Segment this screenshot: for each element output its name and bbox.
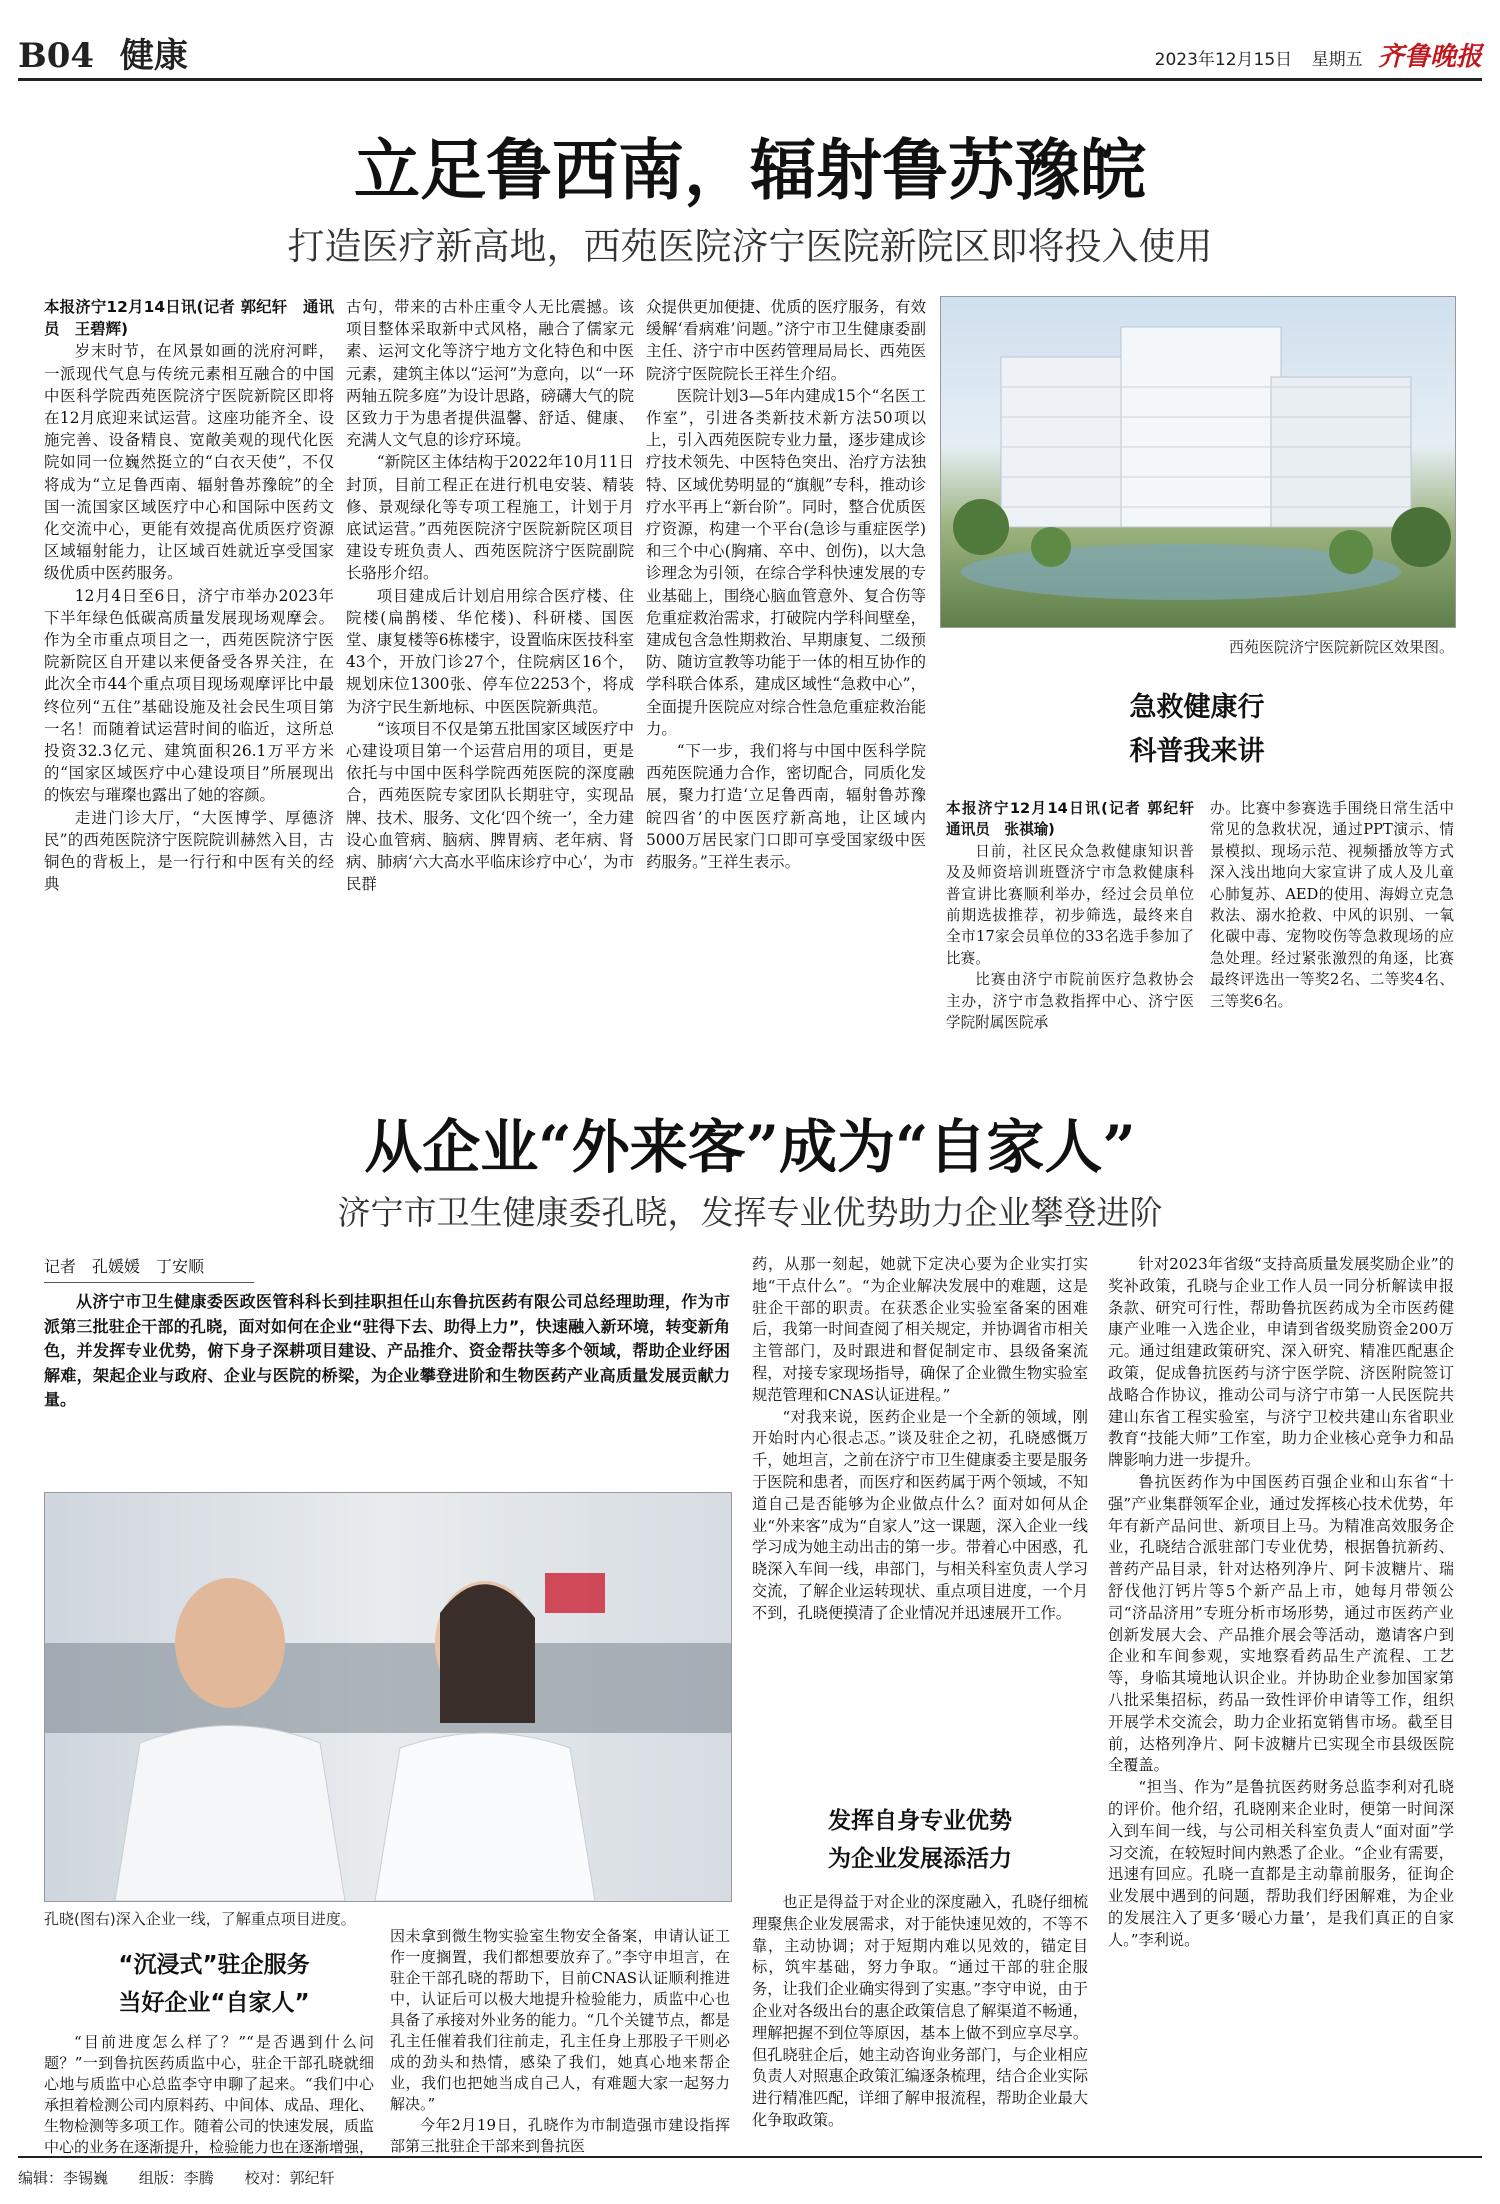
header-date-block — [1155, 36, 1482, 73]
article2-column-1 — [946, 798, 1194, 1088]
article2-title-line2: 科普我来讲 — [1129, 736, 1265, 767]
article3-column-2 — [390, 1926, 730, 2156]
article3-subhead1-line2: 当好企业“自家人” — [118, 1990, 310, 2016]
hospital-rendering-image — [941, 297, 1455, 627]
article3-title: 从企业“外来客”成为“自家人” — [364, 1113, 1136, 1181]
article3-subhead2-line1: 发挥自身专业优势 — [828, 1808, 1012, 1834]
footer-proofreader: 校对：郭纪轩 — [244, 2169, 335, 2187]
issue-weekday: 星期五 — [1311, 50, 1363, 70]
paragraph: 因未拿到微生物实验室生物安全备案，申请认证工作一度搁置，我们都想要放弃了。”李守申坦言，在驻企干部孔晓的帮助下，目前CNAS认证顺利推进中，认证后可以极大地提升检验能力，质监中心也具备了承接对外业务的能力。“几个关键节点，都是孔主任催着我们往前走，孔主任身上那股子干则必成的劲头和热情，感染了我们，她真心地来帮企业，我们也把她当成自己人，有难题大家一起努力解决。” — [390, 1927, 730, 2113]
article3-column-3b — [752, 1892, 1088, 2156]
paragraph: 针对2023年省级“支持高质量发展奖励企业”的奖补政策，孔晓与企业工作人员一同分析解读申报条款、研究可行性，帮助鲁抗医药成为全市医药健康产业唯一入选企业，申请到省级奖励资金200万元。通过组建政策研究、深入研究、精准匹配惠企政策，促成鲁抗医药与济宁医学院、济医附院签订战略合作协议，推动公司与济宁市第一人民医院共建山东省工程实验室，与济宁卫校共建山东省职业教育“技能大师”工作室，助力企业核心竞争力和品牌影响力进一步提升。 — [1108, 1255, 1454, 1470]
article2-column-2 — [1210, 798, 1454, 1088]
paragraph: “对我来说，医药企业是一个全新的领域，刚开始时内心很忐忑。”谈及驻企之初，孔晓感慨万千，她坦言，之前在济宁市卫生健康委主要是服务于医院和患者，而医疗和医药属于两个领域，不知道自己是否能够为企业做点什么？面对如何从企业“外来客”成为“自家人”这一课题，深入企业一线学习成为她主动出击的第一步。带着心中困惑，孔晓深入车间一线，串部门，与相关科室负责人学习交流，了解企业运转现状、重点项目进度，一个月不到，孔晓便摸清了企业情况并迅速展开工作。 — [752, 1407, 1088, 1622]
lab-visit-photo — [44, 1492, 732, 1902]
article3-column-4 — [1108, 1254, 1454, 2156]
footer-layout: 组版：李腾 — [138, 2169, 214, 2187]
lab-photo-caption: 孔晓(图右)深入企业一线，了解重点项目进度。 — [44, 1910, 356, 1928]
article1-column-2 — [346, 296, 634, 1076]
paragraph: 办。比赛中参赛选手围绕日常生活中常见的急救状况，通过PPT演示、情景模拟、现场示范、视频播放等方式深入浅出地向大家宣讲了成人及儿童心肺复苏、AED的使用、海姆立克急救法、溺水抢救、中风的识别、一氧化碳中毒、宠物咬伤等急救现场的应急处理。经过紧张激烈的角逐，比赛最终评选出一等奖2名、二等奖4名、三等奖6名。 — [1210, 800, 1454, 1010]
article3-column-1 — [44, 2032, 374, 2156]
section-name: 健康 — [119, 36, 188, 76]
paragraph: 鲁抗医药作为中国医药百强企业和山东省“十强”产业集群领军企业，通过发挥核心技术优势，年年有新产品问世、新项目上马。为精准高效服务企业，孔晓结合派驻部门专业优势，根据鲁抗新药、普药产品目录，针对达格列净片、阿卡波糖片、瑞舒伐他汀钙片等5个新产品上市，她每月带领公司“济品济用”专班分析市场形势，通过市医药产业创新发展大会、产品推介展会等活动，邀请客户到企业和车间参观，实地察看药品生产流程、工艺等，身临其境地认识企业。并协助企业参加国家第八批采集招标，药品一致性评价申请等工作，组织开展学术交流会，助力企业拓宽销售市场。截至目前，达格列净片、阿卡波糖片已实现全市县级医院全覆盖。 — [1108, 1472, 1454, 1775]
page-number: B04 — [18, 36, 95, 76]
article1-column-3 — [646, 296, 926, 1076]
article3-column-3 — [752, 1254, 1088, 1794]
paragraph: 今年2月19日，孔晓作为市制造强市建设指挥部第三批驻企干部来到鲁抗医 — [390, 2116, 730, 2155]
article2-title-line1: 急救健康行 — [1129, 692, 1265, 723]
footer-editor: 编辑：李锡巍 — [18, 2169, 109, 2187]
lab-visit-image — [45, 1493, 731, 1901]
article2-dateline: 本报济宁12月14日讯(记者 郭纪轩 通讯员 张祺瑜) — [946, 800, 1194, 839]
section-label — [18, 28, 188, 77]
article3-subhead2-line2: 为企业发展添活力 — [828, 1846, 1012, 1872]
paragraph: 日前，社区民众急救健康知识普及及师资培训班暨济宁市急救健康科普宣讲比赛顺利举办，经过会员单位前期选拔推荐，初步筛选，最终来自全市17家会员单位的33名选手参加了比赛。 — [946, 842, 1194, 967]
paragraph: 岁末时节，在风景如画的洸府河畔，一派现代气息与传统元素相互融合的中国中医科学院西苑医院济宁医院新院区即将在12月底迎来试运营。这座功能齐全、设施完善、设备精良、宽敞美观的现代化医院如同一位巍然挺立的“白衣天使”，不仅将成为“立足鲁西南、辐射鲁苏豫皖”的全国一流国家区域医疗中心和国际中医药文化交流中心，更能有效提高优质医疗资源区域辐射能力，让区域百姓就近享受国家级优质中医药服务。 — [44, 342, 334, 583]
newspaper-logo: 齐鲁晚报 — [1377, 42, 1482, 72]
paragraph: “该项目不仅是第五批国家区域医疗中心建设项目第一个运营启用的项目，更是依托与中国中医科学院西苑医院的深度融合，西苑医院专家团队长期驻守，实现品牌、技术、服务、文化‘四个统一’，全力建设心血管病、脑病、脾胃病、老年病、肾病、肺病‘六大高水平临床诊疗中心’，为市民群 — [346, 719, 634, 894]
paragraph: 药，从那一刻起，她就下定决心要为企业实打实地“干点什么”。“为企业解决发展中的难题，这是驻企干部的职责。在获悉企业实验室备案的困难后，我第一时间查阅了相关规定，并协调省市相关主管部门，及时跟进和督促制定市、县级备案流程，对接专家现场指导，确保了企业微生物实验室规范管理和CNAS认证进程。” — [752, 1255, 1088, 1404]
paragraph: 12月4日至6日，济宁市举办2023年下半年绿色低碳高质量发展现场观摩会。作为全市重点项目之一，西苑医院济宁医院新院区自开建以来便备受各界关注，在此次全市44个重点项目现场观摩评比中最终位列“五住”基础设施及社会民生项目第一名！而随着试运营时间的临近，这所总投资32.3亿元、建筑面积26.1万平方米的“国家区域医疗中心建设项目”所展现出的恢宏与璀璨也露出了她的容颜。 — [44, 586, 334, 805]
page-footer — [18, 2156, 1482, 2204]
article1-title: 立足鲁西南，辐射鲁苏豫皖 — [354, 131, 1146, 209]
issue-date: 2023年12月15日 — [1154, 50, 1293, 70]
paragraph: “担当、作为”是鲁抗医药财务总监李利对孔晓的评价。他介绍，孔晓刚来企业时，便第一时间深入到车间一线，与公司相关科室负责人“面对面”学习交流，在较短时间内熟悉了企业。“企业有需要，迅速有回应。孔晓一直都是主动靠前服务，征询企业发展中遇到的问题，帮助我们纾困解难，为企业的发展注入了更多‘暖心力量’，是我们真正的自家人。”李利说。 — [1108, 1778, 1454, 1949]
paragraph: 众提供更加便捷、优质的医疗服务，有效缓解‘看病难’问题。”济宁市卫生健康委副主任、济宁市中医药管理局局长、西苑医院济宁医院院长王祥生介绍。 — [646, 298, 926, 383]
article3-lead: 从济宁市卫生健康委医政医管科科长到挂职担任山东鲁抗医药有限公司总经理助理，作为市派第三批驻企干部的孔晓，面对如何在企业“驻得下去、助得上力”，快速融入新环境，转变新角色，并发挥专业优势，俯下身子深耕项目建设、产品推介、资金帮扶等多个领域，帮助企业纾困解难，架起企业与政府、企业与医院的桥梁，为企业攀登进阶和生物医药产业高质量发展贡献力量。 — [44, 1292, 730, 1409]
article1-subtitle: 打造医疗新高地，西苑医院济宁医院新院区即将投入使用 — [287, 225, 1213, 268]
hospital-photo-caption: 西苑医院济宁医院新院区效果图。 — [1228, 638, 1454, 656]
page-header — [18, 20, 1482, 81]
paragraph: “目前进度怎么样了？”“是否遇到什么问题？”一到鲁抗医药质监中心，驻企干部孔晓就细心地与质监中心总监李守申聊了起来。“我们中心承担着检测公司内原料药、中间体、成品、理化、生物检测等多项工作。随着公司的快速发展，质监中心的业务在逐渐提升，检验能力也在逐渐增强， — [44, 2033, 374, 2156]
paragraph: 走进门诊大厅，“大医博学、厚德济民”的西苑医院济宁医院院训赫然入目，古铜色的背板上，是一行行和中医有关的经典 — [44, 808, 334, 894]
paragraph: 也正是得益于对企业的深度融入，孔晓仔细梳理聚焦企业发展需求，对于能快速见效的，不等不靠，主动协调；对于短期内难以见效的，锚定目标，筑牢基础，努力争取。“通过干部的驻企服务，让我们企业确实得到了实惠。”李守申说，由于企业对各级出台的惠企政策信息了解渠道不畅通，理解把握不到位等原因，基本上做不到应享尽享。但孔晓驻企后，她主动咨询业务部门，与企业相应负责人对照惠企政策汇编逐条梳理，结合企业实际进行精准匹配，详细了解申报流程，帮助企业最大化争取政策。 — [752, 1893, 1088, 2129]
article3-subtitle: 济宁市卫生健康委孔晓，发挥专业优势助力企业攀登进阶 — [337, 1193, 1163, 1232]
paragraph: “新院区主体结构于2022年10月11日封顶，目前工程正在进行机电安装、精装修、景观绿化等专项工程施工，计划于月底试运营。”西苑医院济宁医院新院区项目建设专班负责人、西苑医院济宁医院副院长骆彤介绍。 — [346, 453, 634, 583]
byline-rule — [44, 1282, 254, 1283]
paragraph: 比赛由济宁市院前医疗急救协会主办，济宁市急救指挥中心、济宁医学院附属医院承 — [946, 971, 1194, 1032]
article1-dateline: 本报济宁12月14日讯(记者 郭纪轩 通讯员 王碧辉) — [44, 298, 334, 339]
article1-column-1 — [44, 296, 334, 1076]
article3-byline: 记者 孔媛媛 丁安顺 — [44, 1257, 205, 1276]
paragraph: 古句，带来的古朴庄重令人无比震撼。该项目整体采取新中式风格，融合了儒家元素、运河文化等济宁地方文化特色和中医元素，建筑主体以“运河”为意向，以“一环两轴五院多庭”为设计思路，磅礴大气的院区致力于为患者提供温馨、舒适、健康、充满人文气息的诊疗环境。 — [346, 298, 634, 450]
article3-subhead1-line1: “沉浸式”驻企服务 — [118, 1952, 310, 1978]
paragraph: “下一步，我们将与中国中医科学院西苑医院通力合作，密切配合，同质化发展，聚力打造‘立足鲁西南，辐射鲁苏豫皖四省’的中医医疗新高地，让区域内5000万居民家门口即可享受国家级中医药服务。”王祥生表示。 — [646, 742, 926, 872]
hospital-rendering-photo — [940, 296, 1456, 628]
paragraph: 项目建成后计划启用综合医疗楼、住院楼(扁鹊楼、华佗楼)、科研楼、国医堂、康复楼等6栋楼宇，设置临床医技科室43个，开放门诊27个，住院病区16个，规划床位1300张、停车位2253个，将成为济宁民生新地标、中医医院新典范。 — [346, 586, 634, 716]
paragraph: 医院计划3—5年内建成15个“名医工作室”，引进各类新技术新方法50项以上，引入西苑医院专业力量，逐步建成诊疗技术领先、中医特色突出、治疗方法独特、区域优势明显的“旗舰”专科，推动诊疗水平再上“新台阶”。同时，整合优质医疗资源，构建一个平台(急诊与重症医学)和三个中心(胸痛、卒中、创伤)，以大急诊理念为引领，在综合学科快速发展的专业基础上，围绕心脑血管意外、复合伤等危重症救治需求，打破院内学科间壁垒，建成包含急性期救治、早期康复、二级预防、随访宣教等功能于一体的相互协作的学科联合体系，建成区域性“急救中心”，全面提升医院应对综合性急危重症救治能力。 — [646, 386, 926, 738]
